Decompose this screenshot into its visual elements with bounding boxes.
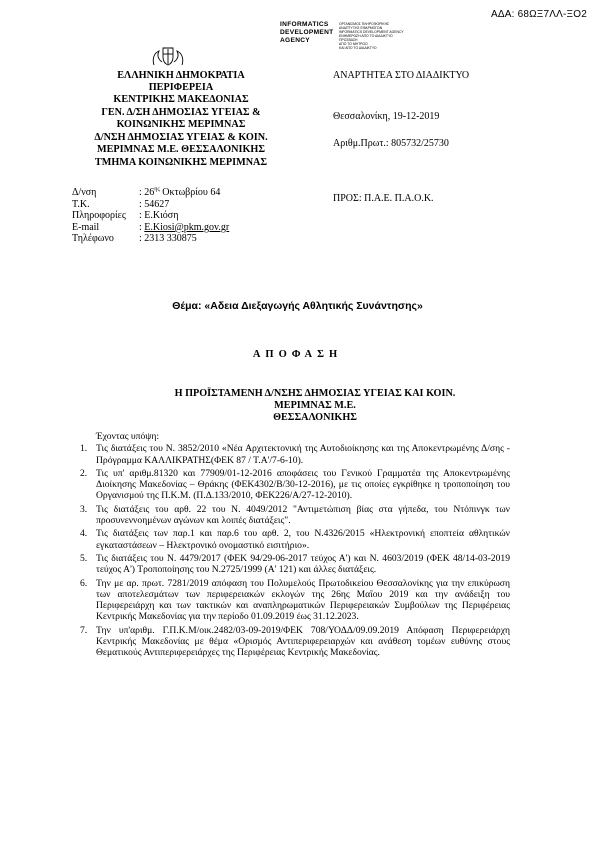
document-date: Θεσσαλονίκη, 19-12-2019 — [333, 111, 440, 122]
address-value: : $26^{\eta\varsigma}$ Οκτωβρίου 64 — [139, 186, 221, 198]
header-line: Δ/ΝΣΗ ΔΗΜΟΣΙΑΣ ΥΓΕΙΑΣ & ΚΟΙΝ. — [94, 132, 268, 144]
considerations-intro: Έχοντας υπόψη: — [96, 431, 159, 442]
info-row — [72, 210, 229, 222]
logo-word: AGENCY — [280, 37, 311, 44]
header-line: ΕΛΛΗΝΙΚΗ ΔΗΜΟΚΡΑΤΙΑ — [117, 70, 245, 81]
logo-word: DEVELOPMENT — [280, 29, 334, 36]
subject-line: Θέμα: «Αδεια Διεξαγωγής Αθλητικής Συνάντησης» — [172, 300, 423, 312]
list-item: 5. Τις διατάξεις του Ν. 4479/2017 (ΦΕΚ 94/29-06-2017 τεύχος Α') και Ν. 4603/2019 (ΦΕΚ 48/14-03-2019 τεύχος Α') Τροποποίησης του Ν.2725/1999 (Α' 121) και άλλες διατάξεις. — [80, 552, 510, 576]
post-online-note: ΑΝΑΡΤΗΤΕΑ ΣΤΟ ΔΙΑΔΙΚΤΥΟ — [333, 70, 470, 81]
info-label: Πληροφορίες — [72, 210, 126, 222]
recipient: ΠΡΟΣ: Π.Α.Ε. Π.Α.Ο.Κ. — [333, 193, 434, 204]
logo-small-text: ΟΡΓΑΝΙΣΜΟΣ ΠΛΗΡΟΦΟΡΙΚΗΣ ΑΝΑΠΤΥΞΗΣ ΕΦΑΡΜΟΓΩΝ INFORMATICS DEVELOPMENT AGENCY ΕΝΗΜΕΡΩΣΗ ΑΠΟ ΤΟ ΔΙΑΔΙΚΤΥΟ ΠΡΟΣΒΑΣΗ ΑΠΟ ΤΟ ΜΗΤΡΩΟ ΚΑΙ ΑΠΟ ΤΟ ΔΙΑΔΙΚΤΥΟ — [339, 22, 404, 50]
header-line: ΤΜΗΜΑ ΚΟΙΝΩΝΙΚΗΣ ΜΕΡΙΜΝΑΣ — [94, 157, 268, 169]
tk-label: Τ.Κ. — [72, 198, 90, 210]
tk-value: : 54627 — [139, 198, 170, 210]
address-row — [72, 187, 229, 199]
list-item: 4. Τις διατάξεις των παρ.1 και παρ.6 του αρθ. 2, του Ν.4326/2015 «Ηλεκτρονική εποπτεία αθλητικών εγκαταστάσεων – Ηλεκτρονικό ονομαστικό εισιτήριο». — [80, 528, 510, 551]
info-value: : Ε.Κιόση — [139, 210, 179, 222]
protocol-number: Αριθμ.Πρωτ.: 805732/25730 — [333, 138, 449, 149]
ada-code: ΑΔΑ: 68ΩΞ7ΛΛ-ΞΟ2 — [491, 9, 587, 20]
list-item: 3. Τις διατάξεις του αρθ. 22 του Ν. 4049/2012 "Αντιμετώπιση βίας στα γήπεδα, του Ντόπινγκ των προσυνεννοημένων αγώνων και λοιπές διατάξεις". — [80, 503, 510, 527]
logo-word: INFORMATICS — [280, 21, 329, 28]
header-line: ΚΕΝΤΡΙΚΗΣ ΜΑΚΕΔΟΝΙΑΣ — [113, 94, 249, 106]
phone-value: : 2313 330875 — [139, 233, 197, 245]
list-item: 6. Την με αρ. πρωτ. 7281/2019 απόφαση του Πολυμελούς Πρωτοδικείου Θεσσαλονίκης για την επικύρωση των αποτελεσμάτων των περιφερειακών εκλογών της 26ης Μαΐου 2019 και την ανάδειξη του Περιφερειάρχη και των τακτικών και αναπληρωματικών Περιφερειακών Συμβούλων της Περιφέρειας Κεντρικής Μακεδονίας για την περίοδο 01.09.2019 έως 31.12.2023. — [80, 577, 510, 623]
considerations — [80, 431, 510, 661]
phone-row — [72, 233, 229, 245]
postal-code-row — [72, 199, 229, 211]
header-line: ΓΕΝ. Δ/ΣΗ ΔΗΜΟΣΙΑΣ ΥΓΕΙΑΣ & — [101, 106, 261, 118]
email-link[interactable]: E.Kiosi@pkm.gov.gr — [144, 221, 230, 233]
address-label: Δ/νση — [72, 187, 97, 198]
contact-details — [72, 187, 229, 245]
list-item: 7. Την υπ'αριθμ. Γ.Π.Κ.Μ/οικ.2482/03-09-2019/ΦΕΚ 708/ΥΟΔΔ/09.09.2019 Απόφαση Περιφερειάρχη Κεντρικής Μακεδονίας με θέμα «Ορισμός Αντιπεριφερειαρχών και ανάθεση τομέων ευθύνης στους Θεματικούς Αντιπεριφερειάρχες της Περιφέρειας Κεντρικής Μακεδονίας. — [80, 624, 510, 659]
director-title: Η ΠΡΟΪΣΤΑΜΕΝΗ Δ/ΝΣΗΣ ΔΗΜΟΣΙΑΣ ΥΓΕΙΑΣ ΚΑΙ ΚΟΙΝ. ΜΕΡΙΜΝΑΣ Μ.Ε. ΘΕΣΣΑΛΟΝΙΚΗΣ — [174, 388, 456, 423]
email-row: E-mail : E.Kiosi@pkm.gov.gr — [72, 221, 230, 233]
header-line: ΚΟΙΝΩΝΙΚΗΣ ΜΕΡΙΜΝΑΣ — [116, 118, 246, 130]
list-item: 1. Τις διατάξεις του Ν. 3852/2010 «Νέα Αρχιτεκτονική της Αυτοδιοίκησης και της Αποκεντρωμένης Δ/σης - Πρόγραμμα ΚΑΛΛΙΚΡΑΤΗΣ(ΦΕΚ 87 / Τ.Α'/7-6-10). — [80, 443, 510, 466]
email-label: E-mail — [72, 221, 100, 233]
list-item: 2. Τις υπ' αριθμ.81320 και 77909/01-12-2016 αποφάσεις του Γενικού Γραμματέα της Αποκεντρωμένης Διοίκησης Μακεδονίας – Θράκης (ΦΕΚ4302/Β/30-12-2016), με τις οποίες εγκρίθηκε η τροποποίηση του Οργανισμού της Π.Κ.Μ. (Π.Δ.133/2010, ΦΕΚ226/Α/27-12-2010). — [80, 467, 510, 502]
informatics-agency-logo — [280, 21, 420, 49]
greek-emblem-icon — [150, 45, 186, 67]
header-line: ΠΕΡΙΦΕΡΕΙΑ — [148, 82, 214, 94]
decision-heading: ΑΠΟΦΑΣΗ — [252, 349, 343, 360]
header-line: ΜΕΡΙΜΝΑΣ Μ.Ε. ΘΕΣΣΑΛΟΝΙΚΗΣ — [96, 144, 266, 156]
considerations-list — [80, 443, 510, 658]
phone-label: Τηλέφωνο — [72, 233, 114, 245]
issuing-authority-header — [76, 70, 286, 170]
